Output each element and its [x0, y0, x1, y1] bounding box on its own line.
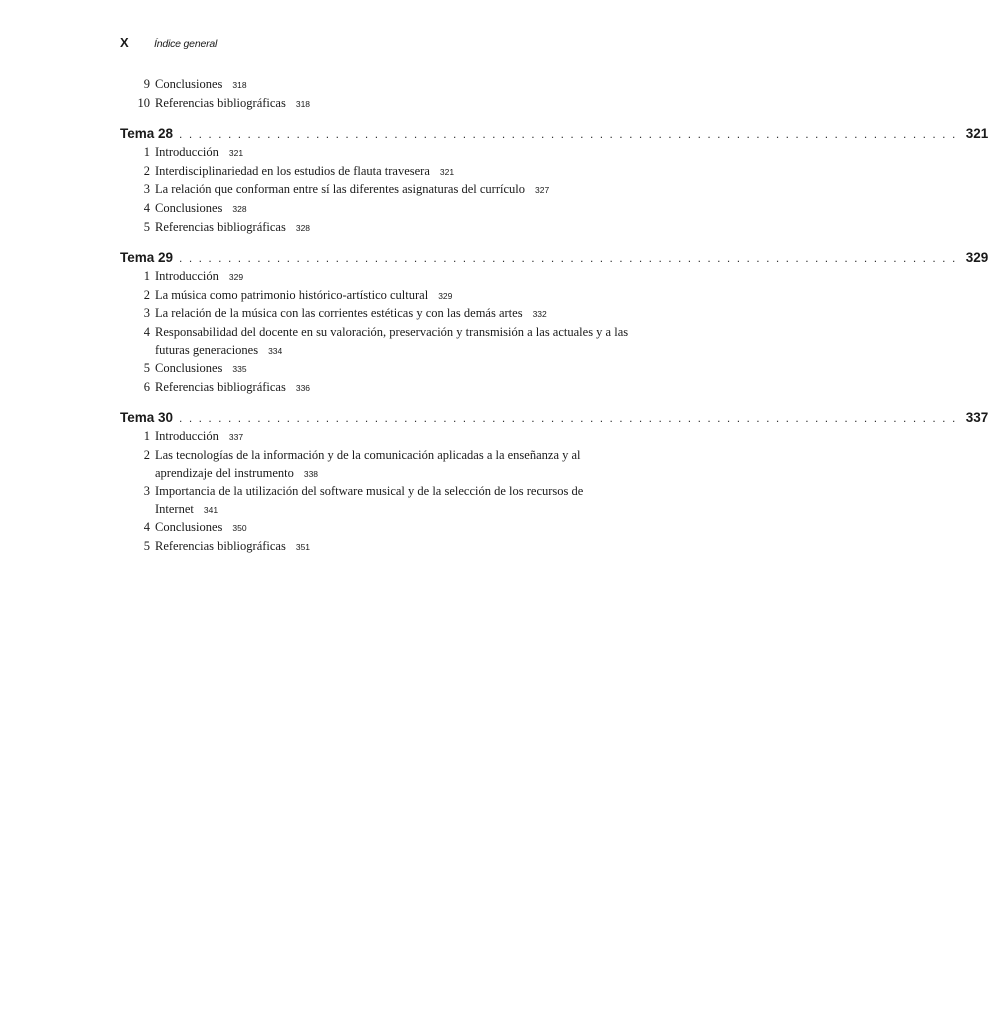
entry-page: 338	[303, 468, 319, 479]
entry-title: La relación que conforman entre sí las diferentes asignaturas del currículo	[155, 182, 525, 197]
entry-page: 332	[532, 309, 547, 320]
entry-page: 329	[438, 290, 453, 301]
toc-entry[interactable]	[120, 428, 634, 447]
entry-title: Interdisciplinariedad en los estudios de flauta travesera	[155, 163, 430, 178]
entry-page: 341	[203, 504, 219, 515]
entry-number: 3	[143, 306, 150, 321]
entry-number: 6	[143, 379, 150, 394]
toc-entry[interactable]	[120, 324, 634, 360]
entry-number: 1	[143, 145, 150, 160]
running-title: Índice general	[154, 38, 218, 50]
section-heading-tema-28[interactable]	[120, 125, 988, 143]
entry-number: 9	[143, 77, 150, 91]
entry-number: 5	[143, 361, 150, 376]
entry-title: Las tecnologías de la información y de la comunicación aplicadas a la enseñanza y al aprendizaje del instrumento	[155, 447, 581, 480]
section-page: 321	[965, 126, 988, 142]
entry-number: 4	[143, 200, 150, 215]
toc-entry[interactable]	[120, 287, 634, 306]
dot-leader: ................................................................................	[179, 251, 962, 266]
entry-page: 321	[228, 148, 244, 159]
entry-page: 337	[228, 432, 244, 443]
entry-title: Introducción	[155, 429, 219, 444]
entry-title: Conclusiones	[155, 77, 223, 91]
entry-number: 4	[143, 520, 150, 535]
toc-entry[interactable]	[120, 360, 634, 379]
table-of-contents	[120, 76, 988, 556]
entry-page: 329	[228, 272, 244, 283]
section-title: Tema 28	[120, 126, 174, 142]
entry-page: 327	[534, 185, 550, 196]
entry-number: 2	[143, 447, 150, 462]
entry-number: 10	[137, 95, 150, 110]
entry-title: Conclusiones	[155, 520, 223, 535]
entry-number: 5	[143, 219, 150, 234]
entry-page: 321	[439, 166, 455, 177]
entry-title: La música como patrimonio histórico-artístico cultural	[155, 287, 429, 302]
section-page: 329	[965, 250, 988, 266]
toc-entry[interactable]	[120, 200, 634, 219]
entry-number: 3	[143, 182, 150, 197]
toc-entry[interactable]	[120, 447, 634, 483]
dot-leader: ................................................................................	[179, 411, 962, 426]
toc-entry[interactable]	[120, 268, 634, 287]
entry-number: 1	[143, 269, 150, 284]
entry-title: La relación de la música con las corrientes estéticas y con las demás artes	[155, 306, 523, 321]
toc-entry[interactable]	[120, 519, 634, 538]
section-title: Tema 29	[120, 250, 174, 266]
entry-number: 3	[143, 484, 150, 499]
entry-title: Referencias bibliográficas	[155, 219, 286, 234]
entry-page: 318	[295, 98, 311, 109]
entry-title: Responsabilidad del docente en su valoración, preservación y transmisión a las actuales y a las futuras generaciones	[155, 324, 629, 357]
toc-entry[interactable]	[120, 305, 634, 324]
entry-page: 350	[232, 523, 247, 534]
entry-number: 2	[143, 163, 150, 178]
entry-number: 1	[143, 429, 150, 444]
entry-title: Introducción	[155, 145, 219, 160]
toc-entry[interactable]	[120, 181, 634, 200]
toc-entry[interactable]	[120, 163, 634, 182]
toc-entry[interactable]	[120, 76, 634, 95]
entry-page: 336	[295, 382, 311, 393]
section-page: 337	[965, 410, 988, 426]
toc-entry[interactable]	[120, 538, 634, 557]
toc-entry[interactable]	[120, 219, 634, 238]
entry-title: Referencias bibliográficas	[155, 379, 286, 394]
entry-page: 351	[295, 541, 311, 552]
entry-page: 328	[232, 203, 247, 214]
entry-page: 318	[232, 80, 247, 90]
section-heading-tema-30[interactable]	[120, 409, 988, 427]
entry-number: 2	[143, 287, 150, 302]
entry-title: Referencias bibliográficas	[155, 95, 286, 110]
entry-title: Referencias bibliográficas	[155, 538, 286, 553]
toc-entry[interactable]	[120, 483, 634, 519]
entry-number: 4	[143, 324, 150, 339]
page-number: X	[120, 35, 129, 50]
dot-leader: ................................................................................	[179, 127, 962, 142]
entry-title: Conclusiones	[155, 361, 223, 376]
entry-title: Introducción	[155, 269, 219, 284]
section-heading-tema-29[interactable]	[120, 249, 988, 267]
entry-page: 334	[268, 345, 283, 356]
entry-title: Conclusiones	[155, 200, 223, 215]
toc-entry[interactable]	[120, 95, 634, 114]
entry-page: 335	[232, 364, 247, 375]
entry-title: Importancia de la utilización del software musical y de la selección de los recursos de Internet	[155, 484, 584, 516]
toc-entry[interactable]	[120, 144, 634, 163]
toc-entry[interactable]	[120, 379, 634, 398]
section-title: Tema 30	[120, 410, 174, 426]
entry-page: 328	[295, 222, 311, 233]
entry-number: 5	[143, 538, 150, 553]
page-header	[120, 35, 217, 51]
